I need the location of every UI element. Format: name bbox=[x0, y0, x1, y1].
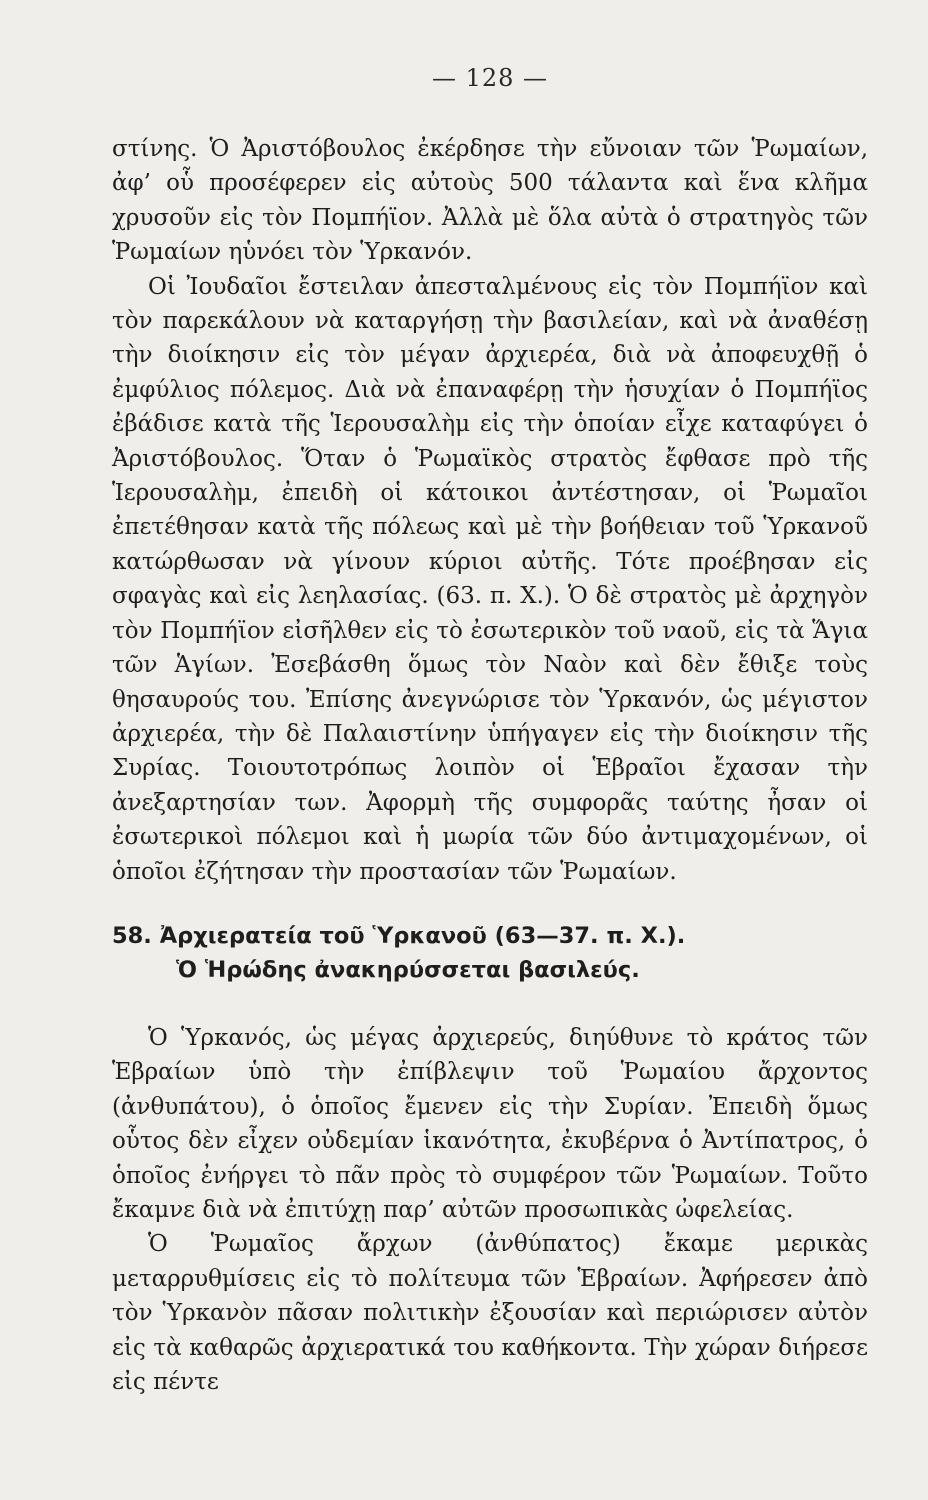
paragraph-continued: στίνης. Ὁ Ἀριστόβουλος ἐκέρδησε τὴν εὔνοιαν τῶν Ῥωμαίων, ἀφ’ οὗ προσέφερεν εἰς αὐτοὺς 500 τάλαντα καὶ ἕνα κλῆμα χρυσοῦν εἰς τὸν Πομπήϊον. Ἀλλὰ μὲ ὅλα αὐτὰ ὁ στρατηγὸς τῶν Ῥωμαίων ηὑνόει τὸν Ὑρκανόν. bbox=[112, 136, 868, 266]
paragraph-hyrcanus-high-priest: Ὁ Ὑρκανός, ὡς μέγας ἀρχιερεύς, διηύθυνε τὸ κράτος τῶν Ἑβραίων ὑπὸ τὴν ἐπίβλεψιν τοῦ Ῥωμαίου ἄρχοντος (ἀνθυπάτου), ὁ ὁποῖος ἔμενεν εἰς τὴν Συρίαν. Ἐπειδὴ ὅμως οὗτος δὲν εἶχεν οὐδεμίαν ἱκανότητα, ἐκυβέρνα ὁ Ἀντίπατρος, ὁ ὁποῖος ἐνήργει τὸ πᾶν πρὸς τὸ συμφέρον τῶν Ῥωμαίων. Τοῦτο ἔκαμνε διὰ νὰ ἐπιτύχῃ παρ’ αὐτῶν προσωπικὰς ὠφελείας. bbox=[112, 1024, 868, 1223]
paragraph-roman-reforms: Ὁ Ῥωμαῖος ἄρχων (ἀνθύπατος) ἔκαμε μερικὰς μεταρρυθμίσεις εἰς τὸ πολίτευμα τῶν Ἑβραίων. Ἀφήρεσεν ἀπὸ τὸν Ὑρκανὸν πᾶσαν πολιτικὴν ἐξουσίαν καὶ περιώρισεν αὐτὸν εἰς τὰ καθαρῶς ἀρχιερατικά του καθήκοντα. Τὴν χώραν διήρεσε εἰς πέντε bbox=[112, 1231, 868, 1395]
section-heading-58 bbox=[112, 919, 868, 987]
paragraph-pompey-jerusalem: Οἱ Ἰουδαῖοι ἔστειλαν ἀπεσταλμένους εἰς τὸν Πομπήϊον καὶ τὸν παρεκάλουν νὰ καταργήσῃ τὴν βασιλείαν, καὶ νὰ ἀναθέσῃ τὴν διοίκησιν εἰς τὸν μέγαν ἀρχιερέα, διὰ νὰ ἀποφευχθῇ ὁ ἐμφύλιος πόλεμος. Διὰ νὰ ἐπαναφέρῃ τὴν ἡσυχίαν ὁ Πομπήϊος ἐβάδισε κατὰ τῆς Ἱερουσαλὴμ εἰς τὴν ὁποίαν εἶχε καταφύγει ὁ Ἀριστόβουλος. Ὅταν ὁ Ῥωμαϊκὸς στρατὸς ἔφθασε πρὸ τῆς Ἱερουσαλὴμ, ἐπειδὴ οἱ κάτοικοι ἀντέστησαν, οἱ Ῥωμαῖοι ἐπετέθησαν κατὰ τῆς πόλεως καὶ μὲ τὴν βοήθειαν τοῦ Ὑρκανοῦ κατώρθωσαν νὰ γίνουν κύριοι αὐτῆς. Τότε προέβησαν εἰς σφαγὰς καὶ εἰς λεηλασίας. (63. π. Χ.). Ὁ δὲ στρατὸς μὲ ἀρχηγὸν τὸν Πομπήϊον εἰσῆλθεν εἰς τὸ ἐσωτερικὸν τοῦ ναοῦ, εἰς τὰ Ἅγια τῶν Ἁγίων. Ἐσεβάσθη ὅμως τὸν Ναὸν καὶ δὲν ἔθιξε τοὺς θησαυρούς του. Ἐπίσης ἀνεγνώρισε τὸν Ὑρκανόν, ὡς μέγιστον ἀρχιερέα, τὴν δὲ Παλαιστίνην ὑπήγαγεν εἰς τὴν διοίκησιν τῆς Συρίας. Τοιουτοτρόπως λοιπὸν οἱ Ἑβραῖοι ἔχασαν τὴν ἀνεξαρτησίαν των. Ἀφορμὴ τῆς συμφορᾶς ταύτης ἦσαν οἱ ἐσωτερικοὶ πόλεμοι καὶ ἡ μωρία τῶν δύο ἀντιμαχομένων, οἱ ὁποῖοι ἐζήτησαν τὴν προστασίαν τῶν Ῥωμαίων. bbox=[112, 273, 868, 885]
section-heading-line1: 58. Ἀρχιερατεία τοῦ Ὑρκανοῦ (63—37. π. Χ.). bbox=[112, 922, 686, 949]
page-number: — 128 — bbox=[431, 64, 549, 92]
section-heading-line2: Ὁ Ἡρώδης ἀνακηρύσσεται βασιλεύς. bbox=[176, 956, 640, 983]
